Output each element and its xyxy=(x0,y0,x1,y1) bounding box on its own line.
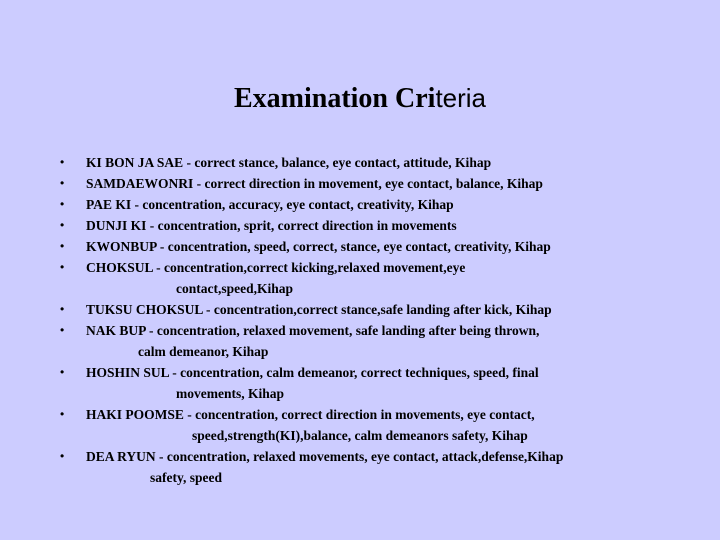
list-item xyxy=(60,299,700,320)
item-text: HOSHIN SUL - concentration, calm demeanor, correct techniques, speed, final xyxy=(86,365,539,380)
list-item xyxy=(60,152,700,173)
slide-title-light: teria xyxy=(435,83,487,113)
list-item xyxy=(60,404,700,446)
bullet-icon: • xyxy=(60,449,65,463)
item-text: KWONBUP - concentration, speed, correct, stance, eye contact, creativity, Kihap xyxy=(86,239,551,254)
bullet-icon: • xyxy=(60,323,65,337)
item-text: SAMDAEWONRI - correct direction in movement, eye contact, balance, Kihap xyxy=(86,176,543,191)
item-text: HAKI POOMSE - concentration, correct direction in movements, eye contact, xyxy=(86,407,535,422)
item-continuation: movements, Kihap xyxy=(176,386,284,401)
item-text: DUNJI KI - concentration, sprit, correct direction in movements xyxy=(86,218,457,233)
bullet-icon: • xyxy=(60,218,65,232)
list-item xyxy=(60,446,700,488)
item-text: NAK BUP - concentration, relaxed movement, safe landing after being thrown, xyxy=(86,323,540,338)
item-continuation: speed,strength(KI),balance, calm demeanors safety, Kihap xyxy=(192,428,528,443)
item-text: CHOKSUL - concentration,correct kicking,relaxed movement,eye xyxy=(86,260,466,275)
item-continuation: safety, speed xyxy=(150,470,222,485)
item-text: DEA RYUN - concentration, relaxed movements, eye contact, attack,defense,Kihap xyxy=(86,449,564,464)
item-continuation: calm demeanor, Kihap xyxy=(138,344,269,359)
item-continuation: contact,speed,Kihap xyxy=(176,281,294,296)
criteria-list xyxy=(60,152,700,488)
item-text: PAE KI - concentration, accuracy, eye contact, creativity, Kihap xyxy=(86,197,454,212)
list-item xyxy=(60,320,700,362)
bullet-icon: • xyxy=(60,365,65,379)
list-item xyxy=(60,362,700,404)
bullet-icon: • xyxy=(60,407,65,421)
item-text: TUKSU CHOKSUL - concentration,correct stance,safe landing after kick, Kihap xyxy=(86,302,552,317)
bullet-icon: • xyxy=(60,176,65,190)
bullet-icon: • xyxy=(60,239,65,253)
slide-title-bold: Examination Cri xyxy=(233,83,436,114)
bullet-icon: • xyxy=(60,260,65,274)
list-item xyxy=(60,173,700,194)
bullet-icon: • xyxy=(60,197,65,211)
list-item xyxy=(60,236,700,257)
list-item xyxy=(60,194,700,215)
item-text: KI BON JA SAE - correct stance, balance, eye contact, attitude, Kihap xyxy=(86,155,492,170)
slide-title xyxy=(0,80,720,117)
list-item xyxy=(60,257,700,299)
bullet-icon: • xyxy=(60,302,65,316)
bullet-icon: • xyxy=(60,155,65,169)
list-item xyxy=(60,215,700,236)
